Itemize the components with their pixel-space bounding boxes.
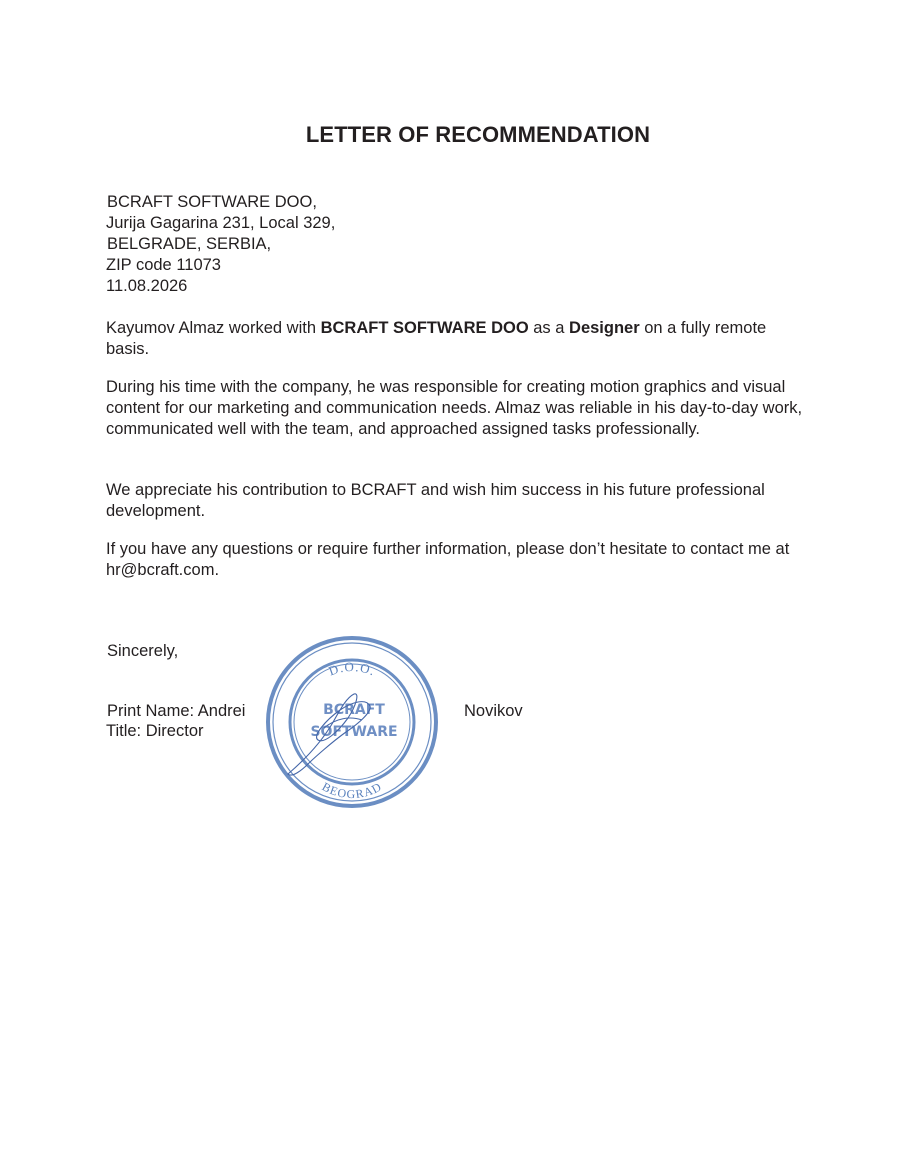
address-line-street: Jurija Gagarina 231, Local 329, [106, 214, 336, 232]
letter-title: LETTER OF RECOMMENDATION [305, 122, 651, 147]
paragraph-employment-text-3: on a fully remote basis. [106, 319, 767, 358]
stamp-center-line-2: SOFTWARE [310, 724, 398, 740]
paragraph-employment [106, 318, 806, 360]
address-line-city: BELGRADE, SERBIA, [107, 235, 272, 253]
paragraph-appreciation: We appreciate his contribution to BCRAFT and wish him success in his future professional development. [106, 481, 765, 520]
stamp-bottom-text: BEOGRAD [319, 779, 385, 802]
company-stamp [262, 632, 442, 812]
print-name-label: Print Name: Andrei [107, 702, 246, 720]
address-line-zip: ZIP code 11073 [106, 256, 221, 274]
print-name-surname: Novikov [464, 702, 523, 720]
signer-title: Title: Director [106, 722, 204, 740]
stamp-center-line-1: BCRAFT [323, 702, 385, 718]
paragraph-contact: If you have any questions or require further information, please don’t hesitate to contact me at hr@bcraft.com. [106, 540, 790, 579]
paragraph-employment-text-2: as a [528, 319, 570, 337]
company-address-block [106, 192, 335, 297]
stamp-top-text: D.O.O. [326, 658, 379, 679]
letter-date: 11.08.2026 [106, 277, 188, 295]
paragraph-employment-text-1: Kayumov Almaz worked with [106, 319, 321, 337]
closing-salutation: Sincerely, [107, 642, 179, 660]
role-bold: Designer [569, 319, 640, 337]
address-line-company: BCRAFT SOFTWARE DOO, [107, 193, 317, 211]
company-name-bold: BCRAFT SOFTWARE DOO [320, 319, 529, 337]
paragraph-responsibilities: During his time with the company, he was responsible for creating motion graphics and visual content for our marketing and communication needs. Almaz was reliable in his day-to-day work, communicated well with the team, and approached assigned tasks professionally. [106, 378, 803, 438]
